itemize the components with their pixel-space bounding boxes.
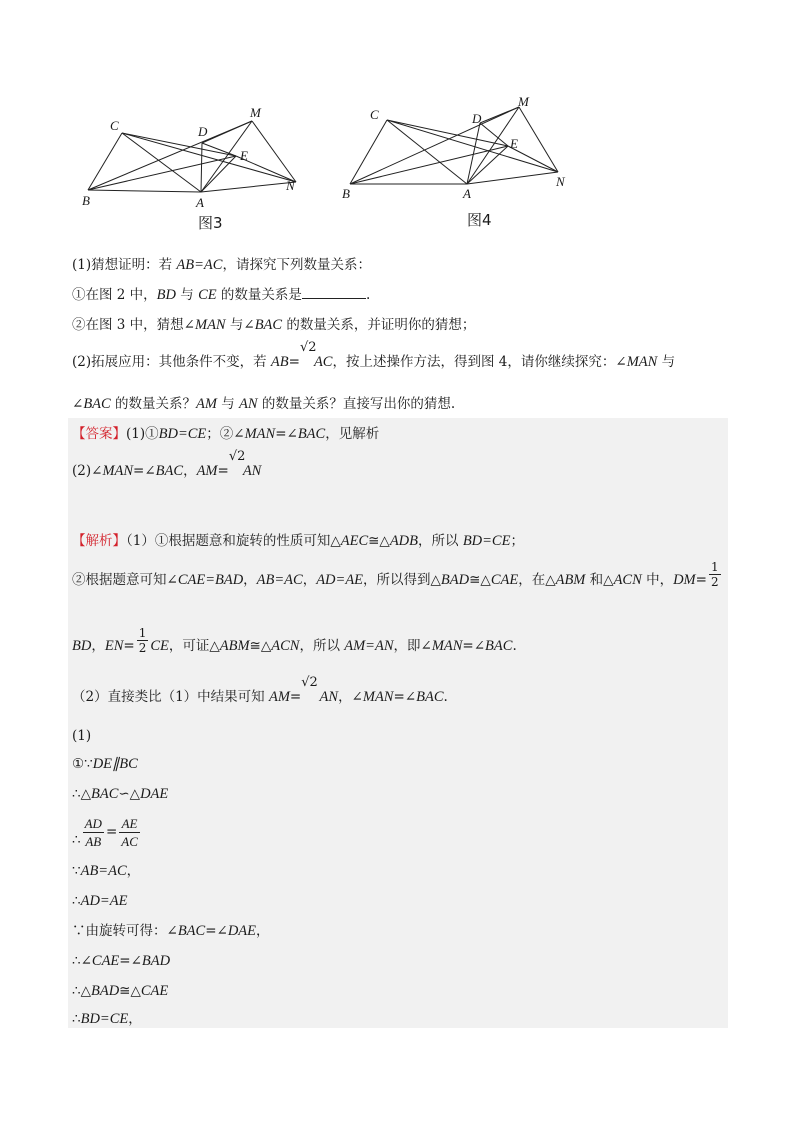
text: 中， xyxy=(641,572,674,588)
math: DAE xyxy=(140,786,169,802)
text: 与 xyxy=(216,396,240,412)
text: ∴△ xyxy=(72,786,91,802)
text: （2）直接类比（1）中结果可知 xyxy=(72,689,269,705)
text: = xyxy=(217,463,229,479)
fig3-label-c: C xyxy=(110,118,119,133)
question-part1b xyxy=(72,316,475,334)
figures-area xyxy=(70,90,720,240)
figure-3-lines xyxy=(88,121,296,192)
text: ①∵ xyxy=(72,756,93,772)
math: BD=CE xyxy=(158,426,207,442)
math: BAD xyxy=(90,983,120,999)
math: ADB xyxy=(389,533,419,549)
text: ≅△ xyxy=(119,983,141,999)
text: ，见解析 xyxy=(325,426,380,442)
text: ， xyxy=(183,463,197,479)
text: ∴ xyxy=(72,832,81,848)
text: ≅△ xyxy=(368,533,390,549)
math: BD xyxy=(72,638,92,654)
text: ①在图 2 中， xyxy=(72,287,157,303)
figure-4-lines xyxy=(350,107,558,184)
proof-step-7 xyxy=(72,952,170,970)
question-part1-intro xyxy=(72,256,371,274)
fraction-denominator: AC xyxy=(121,834,138,849)
math: BAC xyxy=(155,463,184,479)
math: MAN xyxy=(626,354,658,370)
text: . xyxy=(365,287,371,303)
math: AD=AE xyxy=(80,893,128,909)
answer-line1 xyxy=(72,425,379,443)
text: ， xyxy=(256,923,270,939)
math: DE∥BC xyxy=(92,756,138,772)
text: ∴ xyxy=(72,893,81,909)
text: ， xyxy=(302,572,317,588)
math: AD=AE xyxy=(316,572,364,588)
proof-step-6 xyxy=(72,922,270,940)
question-part1a xyxy=(72,286,370,304)
text: . xyxy=(443,689,448,705)
text: ∴ xyxy=(72,1011,81,1027)
proof-step-3 xyxy=(72,815,142,851)
sqrt-2: √2 xyxy=(299,340,317,355)
text: ≅△ xyxy=(249,638,272,654)
math: CAE xyxy=(140,983,169,999)
math: BAC xyxy=(485,638,513,654)
math: AB xyxy=(270,354,289,370)
math: MAN xyxy=(102,463,134,479)
fig4-caption: 图4 xyxy=(467,211,492,229)
text: ，在△ xyxy=(518,572,556,588)
fraction-denominator: 2 xyxy=(710,575,719,589)
text: ，∠ xyxy=(338,689,363,705)
math: AM=AN xyxy=(344,638,394,654)
text: ， xyxy=(243,572,257,588)
fraction-ad-ab xyxy=(83,815,104,850)
analysis-line2 xyxy=(72,560,723,595)
text: ，所以得到△ xyxy=(363,572,441,588)
math: ABM xyxy=(219,638,250,654)
fig4-label-m: M xyxy=(518,94,529,109)
fig3-label-n: N xyxy=(286,178,295,193)
fraction-ae-ac xyxy=(119,815,140,850)
math: CAE=BAD xyxy=(177,572,244,588)
proof-step-0 xyxy=(72,727,91,745)
math: MAN xyxy=(431,638,463,654)
proof-step-2 xyxy=(72,785,168,803)
math: CE xyxy=(150,638,169,654)
fraction-numerator: 1 xyxy=(710,560,719,574)
text: ，所以 xyxy=(418,533,463,549)
math: CE xyxy=(198,287,217,303)
text: （1）①根据题意和旋转的性质可知△ xyxy=(126,533,341,549)
sqrt-symbol xyxy=(228,449,246,480)
text: 与∠ xyxy=(225,317,255,333)
analysis-line4 xyxy=(72,675,448,706)
text: 与 xyxy=(657,354,676,370)
sqrt-2: √2 xyxy=(228,449,246,464)
text: ∴∠ xyxy=(72,953,92,969)
fig3-label-b: B xyxy=(82,193,90,208)
fig4-label-b: B xyxy=(342,186,350,201)
text: ， xyxy=(128,1011,142,1027)
math: AN xyxy=(319,689,339,705)
text: = xyxy=(289,689,302,705)
text: =∠ xyxy=(462,638,486,654)
answer-line2 xyxy=(72,449,262,480)
math: MAN xyxy=(362,689,394,705)
math: AC xyxy=(313,354,333,370)
text: 的数量关系？直接写出你的猜想. xyxy=(257,396,456,412)
text: 的数量关系是 xyxy=(216,287,302,303)
proof-step-8 xyxy=(72,982,168,1000)
geometry-figures xyxy=(70,90,720,240)
text: 与 xyxy=(176,287,199,303)
fig3-caption: 图3 xyxy=(198,214,223,232)
text: ∽△ xyxy=(118,786,141,802)
text: ，所以 xyxy=(299,638,345,654)
text: =∠ xyxy=(133,463,156,479)
math: BAC xyxy=(297,426,326,442)
fig3-label-d: D xyxy=(198,124,208,139)
math: ABM xyxy=(555,572,586,588)
text: 的数量关系，并证明你的猜想； xyxy=(282,317,476,333)
math: DAE xyxy=(227,923,257,939)
text: =∠ xyxy=(275,426,298,442)
question-part2-line1 xyxy=(72,340,676,371)
math: AB=AC xyxy=(176,257,223,273)
fig4-label-d: D xyxy=(472,111,482,126)
math: AM xyxy=(196,463,218,479)
fig4-label-n: N xyxy=(556,174,565,189)
proof-step-4 xyxy=(72,862,140,880)
math: CAE xyxy=(490,572,519,588)
text: (1)① xyxy=(126,426,159,442)
math: AN xyxy=(239,396,258,412)
answer-blank xyxy=(302,286,366,299)
answer-tag: 【答案】 xyxy=(72,426,126,442)
text: ，即∠ xyxy=(393,638,432,654)
proof-step-9 xyxy=(72,1010,142,1028)
text: =∠ xyxy=(205,923,228,939)
text: ，按上述操作方法，得到图 4，请你继续探究：∠ xyxy=(332,354,627,370)
fig3-label-e: E xyxy=(240,148,248,163)
question-part2-line2 xyxy=(72,395,455,413)
fraction-numerator: 1 xyxy=(138,626,147,640)
text: ∵ xyxy=(72,863,81,879)
math: AB=AC xyxy=(80,863,127,879)
math: MAN xyxy=(244,426,276,442)
math: ACN xyxy=(613,572,642,588)
math: BAD xyxy=(440,572,470,588)
text: ，可证△ xyxy=(168,638,220,654)
sqrt-symbol xyxy=(299,340,317,371)
fraction-numerator: AD xyxy=(84,816,102,831)
fraction-denominator: 2 xyxy=(138,641,147,655)
fig4-label-c: C xyxy=(370,107,379,122)
sqrt-symbol xyxy=(301,675,318,706)
proof-step-1 xyxy=(72,755,138,773)
text: ； xyxy=(510,533,524,549)
text: 和△ xyxy=(585,572,614,588)
text: ≅△ xyxy=(469,572,491,588)
sqrt-2: √2 xyxy=(301,675,318,690)
text: ②在图 3 中，猜想∠ xyxy=(72,317,195,333)
text: . xyxy=(512,638,517,654)
fraction-numerator: AE xyxy=(119,815,140,833)
math: MAN xyxy=(194,317,226,333)
math: BAC xyxy=(254,317,283,333)
math: ACN xyxy=(271,638,300,654)
math: BAD xyxy=(141,953,171,969)
text: ∵由旋转可得：∠ xyxy=(72,923,178,939)
math: BAC xyxy=(90,786,119,802)
math: BAC xyxy=(83,396,111,412)
fig4-label-a: A xyxy=(463,186,471,201)
math: AM xyxy=(268,689,290,705)
math: AB=AC xyxy=(256,572,303,588)
figure-4-labels xyxy=(342,94,566,229)
text: =∠ xyxy=(119,953,142,969)
math: BD xyxy=(156,287,177,303)
text: (1)猜想证明：若 xyxy=(72,257,177,273)
text: = xyxy=(288,354,300,370)
text: ∴△ xyxy=(72,983,91,999)
math: BAC xyxy=(177,923,206,939)
math: CAE xyxy=(91,953,120,969)
text: (2)拓展应用：其他条件不变，若 xyxy=(72,354,271,370)
text: = xyxy=(695,572,707,588)
proof-step-5 xyxy=(72,892,127,910)
fraction-denominator: AB xyxy=(85,834,102,849)
fig3-label-m: M xyxy=(250,105,261,120)
math: AN xyxy=(242,463,262,479)
text: ∠ xyxy=(72,396,84,412)
text: = xyxy=(123,638,135,654)
math: BD=CE xyxy=(80,1011,129,1027)
text: 的数量关系？ xyxy=(110,396,196,412)
fig3-label-a: A xyxy=(196,195,204,210)
text: ，请探究下列数量关系： xyxy=(222,257,371,273)
math: DM xyxy=(673,572,696,588)
analysis-line3 xyxy=(72,626,517,661)
text: =∠ xyxy=(393,689,417,705)
fraction-half xyxy=(137,626,149,655)
math: AM xyxy=(196,396,217,412)
analysis-line1 xyxy=(72,532,524,550)
text: (2)∠ xyxy=(72,463,103,479)
math: BAC xyxy=(416,689,444,705)
text: = xyxy=(105,824,118,840)
fig4-label-e: E xyxy=(510,136,518,151)
text: ；②∠ xyxy=(206,426,245,442)
text: (1) xyxy=(72,728,92,744)
math: AEC xyxy=(340,533,369,549)
analysis-tag: 【解析】 xyxy=(72,533,126,549)
math: EN xyxy=(104,638,124,654)
fraction-half xyxy=(709,560,721,589)
text: ， xyxy=(91,638,105,654)
math: BD=CE xyxy=(462,533,511,549)
text: ②根据题意可知∠ xyxy=(72,572,178,588)
text: ， xyxy=(126,863,141,879)
